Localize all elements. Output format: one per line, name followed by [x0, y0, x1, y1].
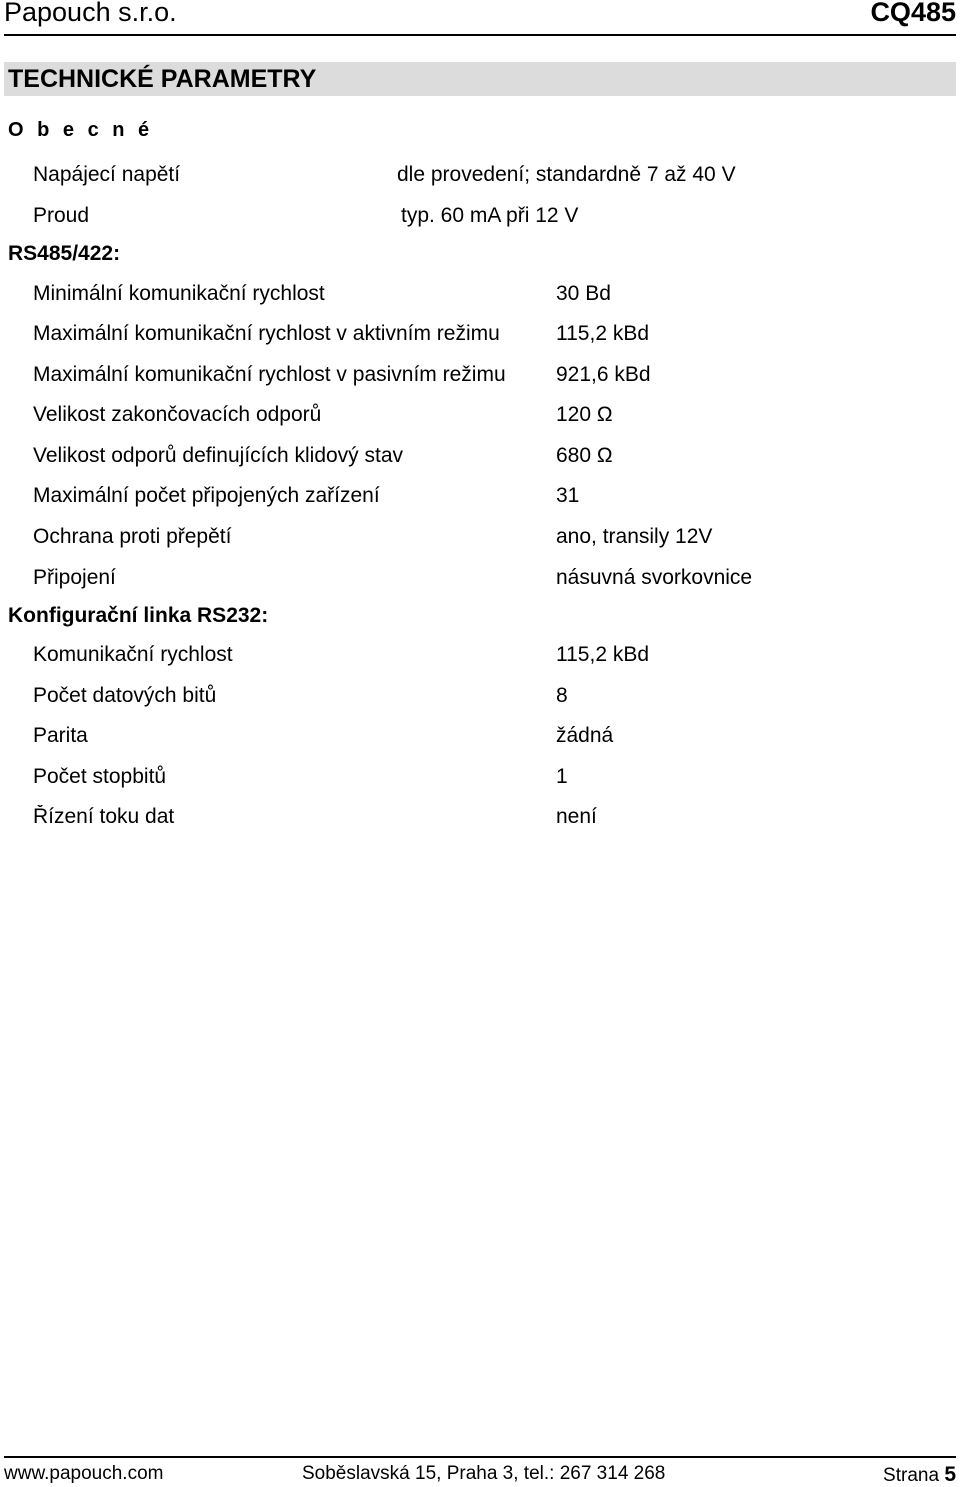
param-value: 30 Bd — [556, 282, 611, 305]
param-label: Maximální komunikační rychlost v pasivním režimu — [33, 363, 506, 386]
page-footer — [4, 1456, 956, 1487]
footer-address: Soběslavská 15, Praha 3, tel.: 267 314 268 — [302, 1463, 666, 1484]
general-title: O b e c n é — [8, 119, 154, 141]
param-row — [33, 363, 651, 387]
param-row — [33, 525, 712, 549]
param-row — [33, 566, 752, 590]
footer-web: www.papouch.com — [4, 1463, 164, 1484]
param-row — [33, 282, 611, 306]
param-row — [33, 684, 568, 708]
param-value: 120 Ω — [556, 403, 613, 426]
param-label: Proud — [33, 204, 90, 227]
footer-page-number: 5 — [944, 1463, 956, 1486]
section-title: TECHNICKÉ PARAMETRY — [8, 65, 317, 93]
param-row — [33, 444, 613, 468]
param-label: Ochrana proti přepětí — [33, 525, 232, 548]
rs485-title: RS485/422: — [8, 242, 121, 265]
param-value: 921,6 kBd — [556, 363, 651, 386]
footer-page-label: Strana — [883, 1465, 945, 1486]
param-label: Velikost zakončovacích odporů — [33, 403, 322, 426]
param-label: Parita — [33, 724, 88, 747]
param-row — [33, 403, 613, 427]
param-value: ano, transily 12V — [556, 525, 713, 548]
param-row — [33, 204, 578, 228]
param-value: 1 — [556, 765, 568, 788]
param-row — [33, 724, 613, 748]
param-label: Komunikační rychlost — [33, 643, 233, 666]
param-row — [33, 322, 649, 346]
param-label: Počet stopbitů — [33, 765, 167, 788]
product-name: CQ485 — [870, 0, 956, 27]
param-row — [33, 163, 793, 187]
param-value: 115,2 kBd — [556, 322, 650, 345]
param-value: násuvná svorkovnice — [556, 566, 753, 589]
param-label: Maximální počet připojených zařízení — [33, 484, 380, 507]
param-label: Minimální komunikační rychlost — [33, 282, 325, 305]
param-value: 31 — [556, 484, 580, 507]
param-value: 115,2 kBd — [556, 643, 650, 666]
param-label: Velikost odporů definujících klidový stav — [33, 444, 404, 467]
param-row — [33, 765, 568, 789]
param-row — [33, 484, 579, 508]
section-bar — [4, 62, 956, 96]
company-name: Papouch s.r.o. — [4, 0, 177, 27]
param-row — [33, 643, 649, 667]
param-value: 8 — [556, 684, 568, 707]
param-label: Počet datových bitů — [33, 684, 217, 707]
footer-page — [883, 1463, 956, 1487]
param-value: 680 Ω — [556, 444, 613, 467]
param-label: Řízení toku dat — [33, 805, 175, 828]
page-header — [4, 0, 956, 36]
param-label: Připojení — [33, 566, 116, 589]
param-value: není — [556, 805, 597, 828]
param-row — [33, 805, 597, 829]
rs232-title: Konfigurační linka RS232: — [8, 604, 269, 627]
param-value: typ. 60 mA při 12 V — [401, 204, 579, 227]
param-value: dle provedení; standardně 7 až 40 V — [397, 163, 736, 186]
param-label: Maximální komunikační rychlost v aktivním režimu — [33, 322, 500, 345]
param-value: žádná — [556, 724, 614, 747]
param-label: Napájecí napětí — [33, 163, 181, 186]
